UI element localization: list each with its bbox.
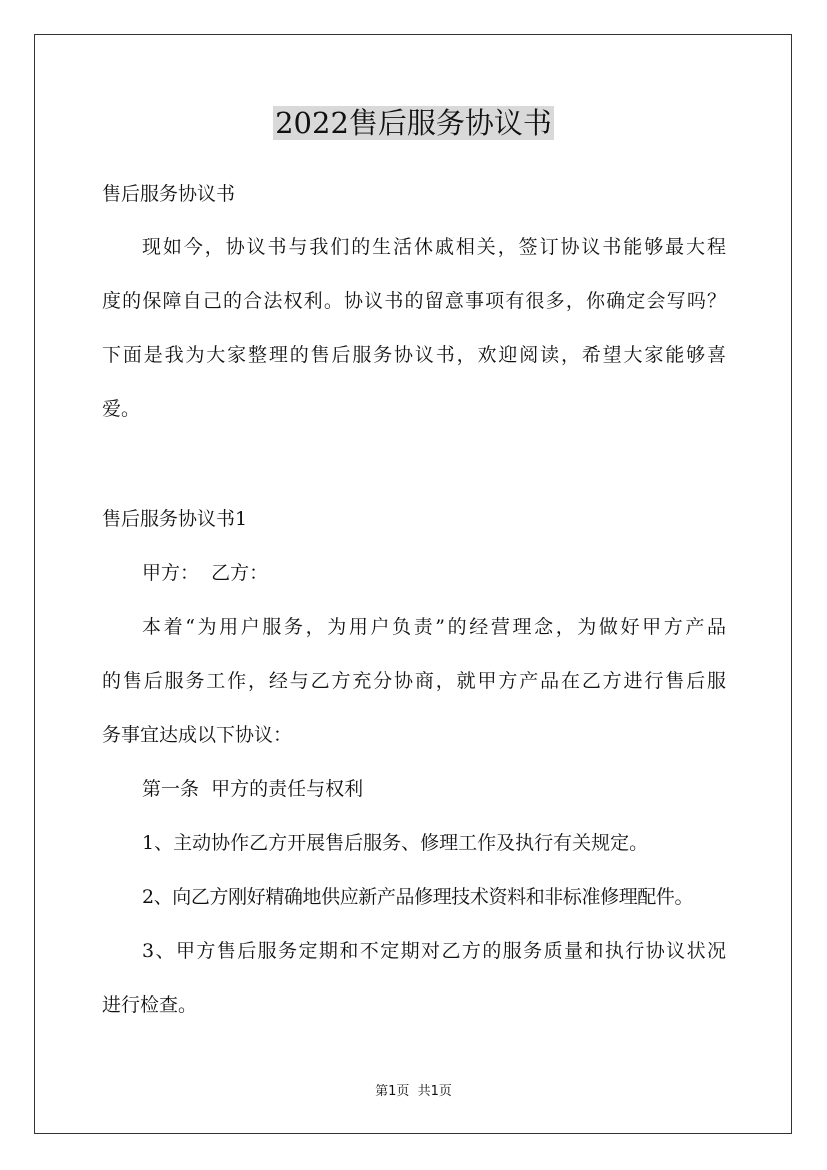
intro-line-1: 现如今，协议书与我们的生活休戚相关，签订协议书能够最大程 bbox=[142, 236, 726, 258]
intro-line-4: 爱。 bbox=[102, 398, 141, 420]
clause-3-line-1: 3、甲方售后服务定期和不定期对乙方的服务质量和执行协议状况 bbox=[142, 940, 726, 962]
clause-3-line-2: 进行检查。 bbox=[102, 994, 198, 1016]
intro-line-2: 度的保障自己的合法权利。协议书的留意事项有很多，你确定会写吗？ bbox=[102, 290, 726, 312]
page-number-footer: 第1页 共1页 bbox=[375, 1084, 452, 1099]
document-title-text: 2022售后服务协议书 bbox=[275, 106, 552, 140]
clause-1: 1、主动协作乙方开展售后服务、修理工作及执行有关规定。 bbox=[142, 832, 649, 854]
document-heading: 售后服务协议书 bbox=[102, 183, 236, 205]
parties-line: 甲方： 乙方： bbox=[142, 562, 269, 584]
clause-2: 2、向乙方刚好精确地供应新产品修理技术资料和非标准修理配件。 bbox=[142, 886, 694, 908]
document-title bbox=[0, 101, 827, 145]
article-1-title: 第一条 甲方的责任与权利 bbox=[142, 778, 364, 800]
intro-line-3: 下面是我为大家整理的售后服务协议书，欢迎阅读，希望大家能够喜 bbox=[102, 344, 726, 366]
section-title: 售后服务协议书1 bbox=[102, 508, 248, 530]
purpose-line-1: 本着“为用户服务，为用户负责”的经营理念，为做好甲方产品 bbox=[142, 616, 726, 638]
purpose-line-3: 务事宜达成以下协议： bbox=[102, 724, 293, 746]
purpose-line-2: 的售后服务工作，经与乙方充分协商，就甲方产品在乙方进行售后服 bbox=[102, 670, 726, 692]
